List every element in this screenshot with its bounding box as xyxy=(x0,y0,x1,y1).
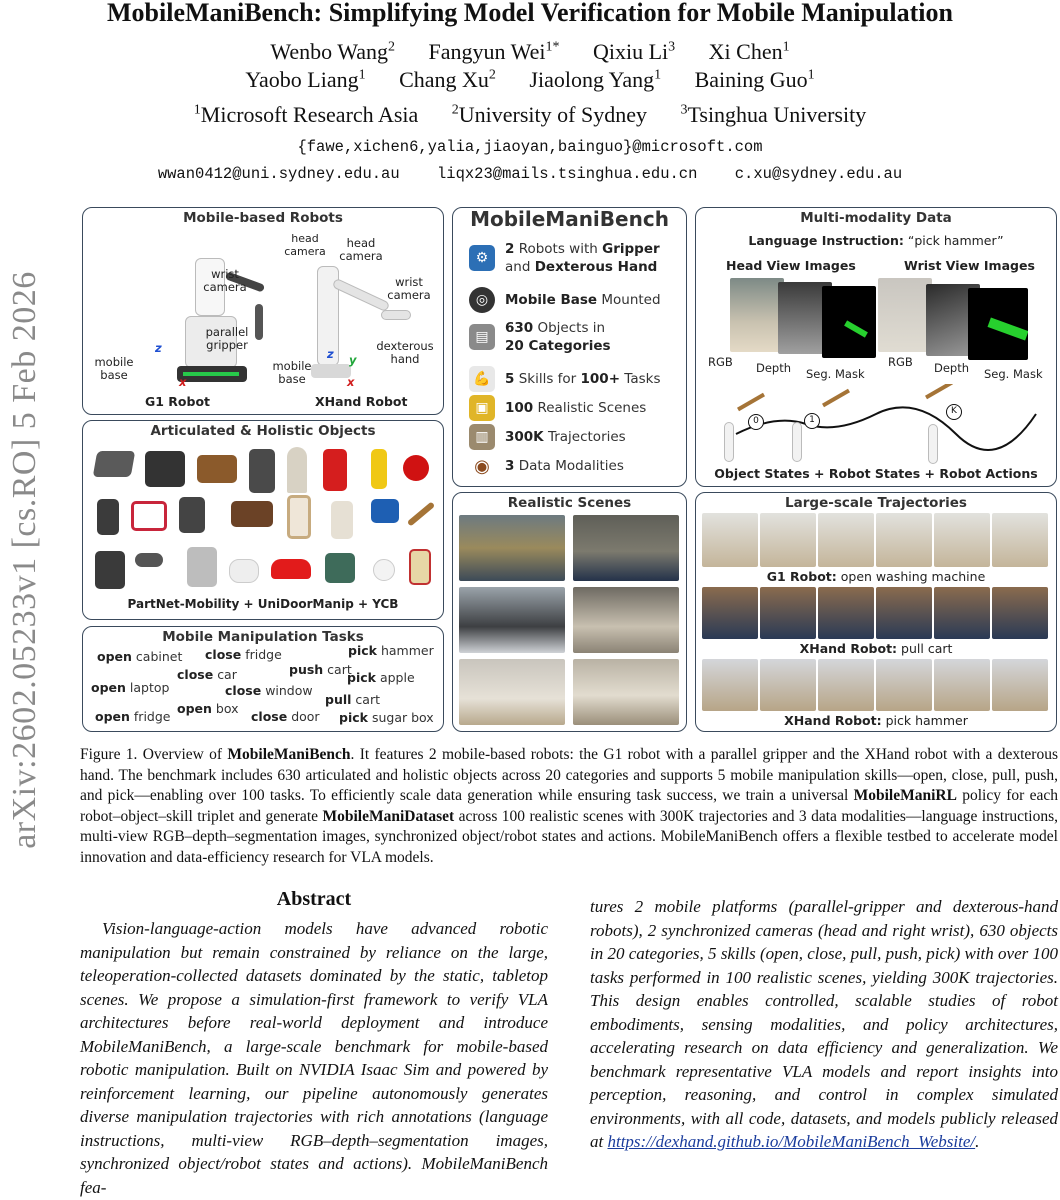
traj-frame xyxy=(992,587,1048,639)
traj-frame xyxy=(760,513,816,567)
wrist-rgb-image xyxy=(878,278,932,352)
affiliations xyxy=(0,102,1060,128)
task-item: open cabinet xyxy=(97,649,183,664)
timeline-robot-arm xyxy=(724,422,734,462)
timeline-robot-arm xyxy=(792,422,802,462)
head-tag-mask: Seg. Mask xyxy=(806,367,865,381)
bench-item-trajectories: ▥ 300K Trajectories xyxy=(469,424,626,450)
traj-frame xyxy=(702,513,758,567)
email: liqx23@mails.tsinghua.edu.cn xyxy=(436,165,698,183)
object-faucet xyxy=(135,553,163,567)
robots-panel-title: Mobile-based Robots xyxy=(183,210,343,226)
author: Jiaolong Yang$^1$ xyxy=(529,67,662,92)
wrist-mask-image xyxy=(968,288,1028,360)
traj-frame xyxy=(760,587,816,639)
object-washer xyxy=(95,551,125,589)
language-instruction: Language Instruction: “pick hammer” xyxy=(748,233,1004,248)
bench-item-mobile-base: ◎ Mobile Base Mounted xyxy=(469,287,661,313)
object-sugar-box xyxy=(409,549,431,585)
xhand-label-dexterous-hand: dexterous hand xyxy=(376,339,434,367)
traj-frame xyxy=(702,587,758,639)
timeline-curve xyxy=(736,407,1036,450)
object-trash-can xyxy=(97,499,119,535)
head-view-label: Head View Images xyxy=(726,258,856,273)
bench-item-modalities: ◉ 3 Data Modalities xyxy=(469,453,624,479)
head-tag-rgb: RGB xyxy=(708,355,733,369)
task-item: close door xyxy=(251,709,320,724)
traj-frame xyxy=(934,513,990,567)
abstract-right-column: tures 2 mobile platforms (parallel-gripper and dexterous-hand robots), 2 synchronized cameras (head and right wrist), 630 objects in 20 categories, 5 skills (open, close, pull, push, pick) with over 100 tasks performed in 100 realistic scenes, yielding 300K trajectories. This design enables controlled, scalable studies of robot embodiments, sensing modalities, and policy architectures, accelerating research on data efficiency and generalization. We benchmark representative VLA models and report insights into perception, reasoning, and control in complex simulated environments, with all code, datasets, and models publicly released at https://dexhand.github.io/MobileManiBench_Website/. xyxy=(590,897,1058,1151)
modality-panel-title: Multi-modality Data xyxy=(800,210,952,226)
timeline-hammer xyxy=(737,393,765,411)
bench-item-scenes: ▣ 100 Realistic Scenes xyxy=(469,395,646,421)
bench-title: MobileManiBench xyxy=(470,207,669,231)
task-item: push cart xyxy=(289,662,352,677)
robot-icon: ⚙ xyxy=(469,245,495,271)
affiliation: $^2$University of Sydney xyxy=(451,102,647,127)
objects-panel xyxy=(82,420,444,620)
object-red-bin xyxy=(323,449,347,491)
xhand-label-wrist-camera: wrist camera xyxy=(387,275,431,303)
arxiv-id: arXiv:2602.05233v1 [cs.RO] 5 Feb 2026 xyxy=(6,271,43,849)
cabinet-icon: ▤ xyxy=(469,324,495,350)
object-mustard xyxy=(371,449,387,489)
object-hammer xyxy=(407,501,435,526)
object-laptop xyxy=(93,451,136,477)
abstract-left-column: Vision-language-action models have advanced robotic manipulation but remain constrained by reliance on the large, teleoperation-collected datasets dominated by the static, tabletop scenes. We propose a simulation-first framework to verify VLA architectures before real-world deployment and introduce MobileManiBench, a large-scale benchmark for mobile-based robotic manipulation. Built on NVIDIA Isaac Sim and powered by reinforcement learning, our pipeline autonomously generates diverse manipulation trajectories with rich annotations (language instructions, multi-view RGB–depth–segmentation images, synchronized object/robot states and actions). MobileManiBench fea- xyxy=(80,919,548,1197)
traj-frame xyxy=(760,659,816,711)
abstract-heading: Abstract xyxy=(276,888,352,910)
film-icon: ▥ xyxy=(469,424,495,450)
arm-icon: 💪 xyxy=(469,366,495,392)
task-item: open laptop xyxy=(91,680,170,695)
trajectories-panel xyxy=(695,492,1057,732)
axis-z-xhand: z xyxy=(327,347,334,361)
object-drawer xyxy=(179,497,205,533)
axis-x: x xyxy=(179,375,187,389)
head-rgb-image xyxy=(730,278,784,352)
tasks-panel xyxy=(82,626,444,732)
object-door xyxy=(287,447,307,493)
head-mask-image xyxy=(822,286,876,358)
traj-row-3-label: XHand Robot: pick hammer xyxy=(784,713,968,728)
traj-frame xyxy=(876,513,932,567)
bench-item-robots: ⚙ 2 Robots with Gripper and Dexterous Hand xyxy=(469,240,660,276)
trajectories-panel-title: Large-scale Trajectories xyxy=(785,495,967,511)
object-dresser xyxy=(331,501,353,539)
bench-item-objects: ▤ 630 Objects in 20 Categories xyxy=(469,319,611,355)
landscape-icon: ▣ xyxy=(469,395,495,421)
xhand-robot-name: XHand Robot xyxy=(315,394,408,409)
author: Yaobo Liang$^1$ xyxy=(245,67,366,92)
object-safe xyxy=(325,553,355,583)
g1-label-wrist-camera: wrist camera xyxy=(203,267,247,295)
traj-row-2-label: XHand Robot: pull cart xyxy=(799,641,953,656)
g1-robot-name: G1 Robot xyxy=(145,394,211,409)
author: Qixiu Li$^3$ xyxy=(593,39,676,64)
scene-bedroom xyxy=(573,659,679,725)
object-cart xyxy=(131,501,167,531)
author: Xi Chen$^1$ xyxy=(708,39,790,64)
g1-label-mobile-base: mobile base xyxy=(94,355,134,383)
traj-frame xyxy=(876,659,932,711)
object-washing-machine xyxy=(187,547,217,587)
object-car xyxy=(271,559,311,579)
objects-panel-title: Articulated & Holistic Objects xyxy=(150,423,376,439)
author: Wenbo Wang$^2$ xyxy=(270,39,396,64)
object-window xyxy=(287,495,311,539)
figure-caption: Figure 1. Overview of MobileManiBench. It features 2 mobile-based robots: the G1 robot with a parallel gripper and the XHand robot with a dexterous hand. The benchmark includes 630 articulated and holistic objects across 20 categories and supports 5 mobile manipulation skills—open, close, pull, push, and pick—enabling over 100 tasks. To efficiently scale data generation while ensuring task success, we train a universal MobileManiRL policy for each robot–object–skill triplet and generate MobileManiDataset across 100 realistic scenes with 300K trajectories and 3 data modalities—language instructions, multi-view RGB–depth–segmentation images, synchronized object/robot states and actions. MobileManiBench offers a flexible testbed to accelerate model innovation and data-efficiency research for VLA models. xyxy=(80,746,1058,866)
task-item: pull cart xyxy=(325,692,380,707)
author: Chang Xu$^2$ xyxy=(399,67,496,92)
task-item: close fridge xyxy=(205,647,282,662)
task-item: close car xyxy=(177,667,237,682)
authors-line-1 xyxy=(0,39,1060,65)
object-ball xyxy=(373,559,395,581)
affiliation: $^3$Tsinghua University xyxy=(680,102,867,127)
scenes-panel xyxy=(452,492,687,732)
scene-warehouse xyxy=(459,515,565,581)
email: c.xu@sydney.edu.au xyxy=(734,165,903,183)
timeline-mark-1: 1 xyxy=(804,413,820,429)
traj-frame xyxy=(992,659,1048,711)
xhand-label-head-camera: head camera xyxy=(339,236,383,264)
g1-label-parallel-gripper: parallel gripper xyxy=(205,325,249,353)
bench-panel xyxy=(452,207,687,487)
object-apple xyxy=(403,455,429,481)
traj-frame xyxy=(992,513,1048,567)
task-item: pick apple xyxy=(347,670,415,685)
arxiv-side-stamp xyxy=(2,220,48,900)
scenes-panel-title: Realistic Scenes xyxy=(507,495,632,511)
bench-item-skills: 💪 5 Skills for 100+ Tasks xyxy=(469,366,660,392)
timeline-hammer xyxy=(822,389,850,407)
object-box xyxy=(197,455,237,483)
task-item: open box xyxy=(177,701,239,716)
traj-frame xyxy=(934,659,990,711)
authors-line-2 xyxy=(0,67,1060,93)
traj-frame xyxy=(702,659,758,711)
modality-panel xyxy=(695,207,1057,487)
scene-office xyxy=(459,587,565,653)
timeline-mark-k: K xyxy=(946,404,962,420)
g1-label-head-camera: head camera xyxy=(284,232,326,258)
email-line-1: {fawe,xichen6,yalia,jiaoyan,bainguo}@microsoft.com xyxy=(297,138,763,156)
task-item: open fridge xyxy=(95,709,171,724)
traj-frame xyxy=(818,513,874,567)
project-website-link[interactable]: https://dexhand.github.io/MobileManiBench_Website/ xyxy=(607,1132,976,1151)
affiliation: $^1$Microsoft Research Asia xyxy=(193,102,419,127)
traj-frame xyxy=(876,587,932,639)
head-tag-depth: Depth xyxy=(756,361,792,375)
task-item: close window xyxy=(225,683,313,698)
email: wwan0412@uni.sydney.edu.au xyxy=(157,165,400,183)
robots-panel xyxy=(82,207,444,415)
traj-frame xyxy=(934,587,990,639)
traj-row-1-label: G1 Robot: open washing machine xyxy=(766,569,986,584)
timeline-hammer xyxy=(925,384,953,399)
email-line-2 xyxy=(0,165,1060,183)
traj-frame xyxy=(818,659,874,711)
object-table xyxy=(231,501,273,527)
object-cabinet xyxy=(145,451,185,487)
wrist-tag-depth: Depth xyxy=(934,361,970,375)
tasks-panel-title: Mobile Manipulation Tasks xyxy=(162,629,364,645)
wrist-view-label: Wrist View Images xyxy=(904,258,1035,273)
axis-z: z xyxy=(155,341,162,355)
object-fridge xyxy=(249,449,275,493)
modality-footer: Object States + Robot States + Robot Actions xyxy=(714,466,1038,481)
author: Baining Guo$^1$ xyxy=(694,67,815,92)
timeline-mark-0: 0 xyxy=(748,414,764,430)
axis-x-xhand: x xyxy=(347,375,355,389)
paper-title: MobileManiBench: Simplifying Model Verification for Mobile Manipulation xyxy=(107,0,953,27)
wrist-tag-mask: Seg. Mask xyxy=(984,367,1043,381)
task-item: pick sugar box xyxy=(339,710,434,725)
object-toilet xyxy=(229,559,259,583)
wheel-icon: ◎ xyxy=(469,287,495,313)
axis-y-xhand: y xyxy=(349,353,357,367)
scene-kitchen xyxy=(573,587,679,653)
scene-hall xyxy=(573,515,679,581)
object-mug xyxy=(371,499,399,523)
traj-frame xyxy=(818,587,874,639)
scene-living-room xyxy=(459,659,565,725)
objects-panel-footer: PartNet-Mobility + UniDoorManip + YCB xyxy=(127,597,399,611)
xhand-label-mobile-base: mobile base xyxy=(272,359,312,387)
eye-icon: ◉ xyxy=(469,453,495,479)
wrist-tag-rgb: RGB xyxy=(888,355,913,369)
task-item: pick hammer xyxy=(348,643,434,658)
timeline-robot-arm xyxy=(928,424,938,464)
author: Fangyun Wei$^{1*}$ xyxy=(428,39,560,64)
